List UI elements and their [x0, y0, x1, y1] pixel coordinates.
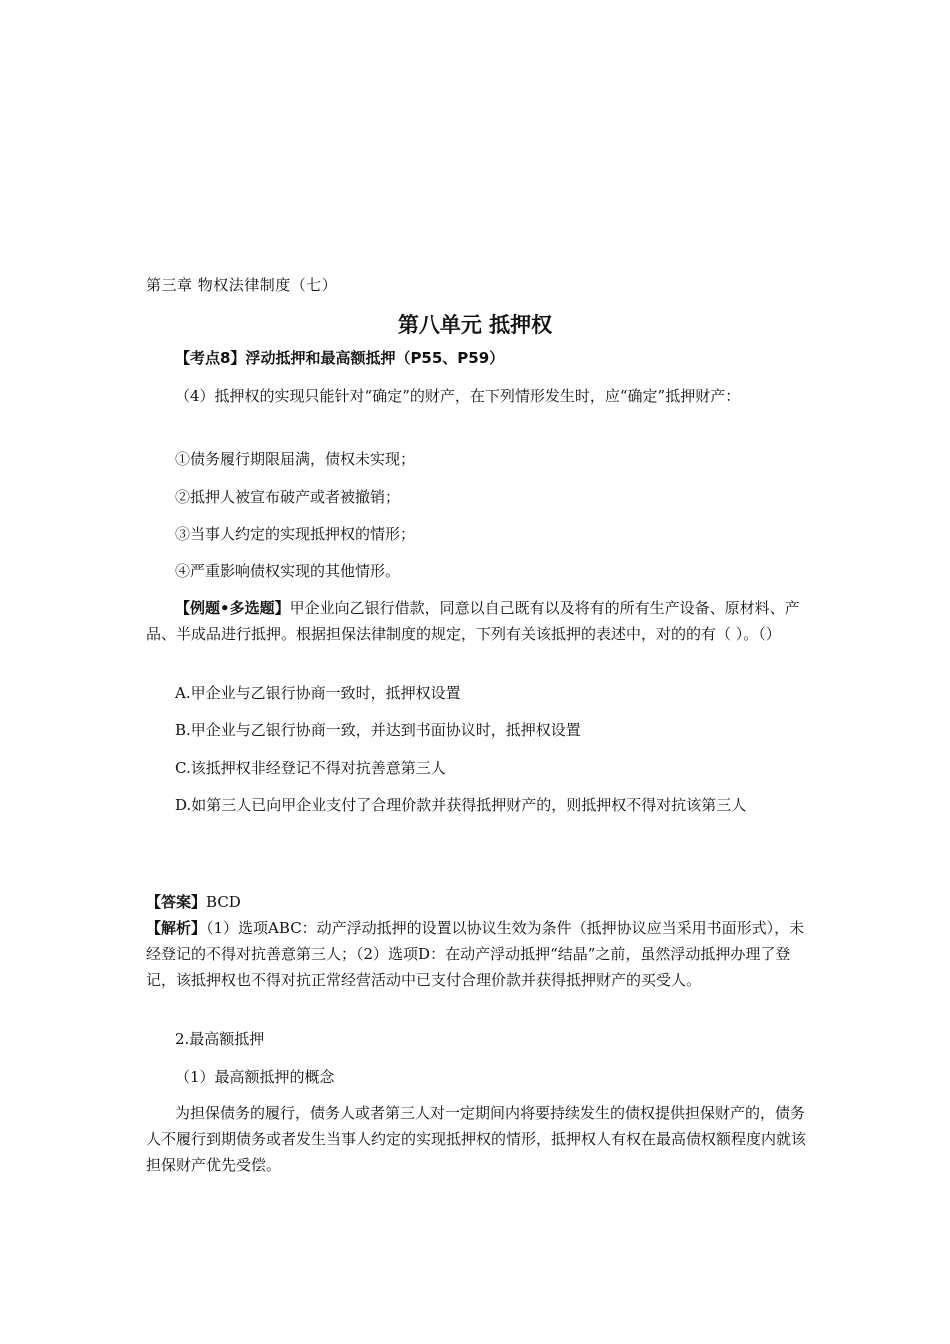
example-label: 【例题•多选题】: [175, 599, 290, 617]
answer-line: [146, 889, 808, 915]
condition-item: ③当事人约定的实现抵押权的情形；: [175, 525, 416, 543]
chapter-header: 第三章 物权法律制度（七）: [146, 276, 338, 294]
section-subheading: （1）最高额抵押的概念: [175, 1068, 335, 1086]
section-heading: 2.最高额抵押: [175, 1030, 265, 1048]
condition-item: ④严重影响债权实现的其他情形。: [175, 562, 401, 580]
unit-title: 第八单元 抵押权: [397, 313, 553, 337]
analysis-text: （1）选项ABC：动产浮动抵押的设置以协议生效为条件（抵押协议应当采用书面形式），未经登记的不得对抗善意第三人；（2）选项D：在动产浮动抵押“结晶”之前，虽然浮动抵押办理了登记，该抵押权也不得对抗正常经营活动中已支付合理价款并获得抵押财产的买受人。: [146, 919, 805, 989]
option-d: D.如第三人已向甲企业支付了合理价款并获得抵押财产的，则抵押权不得对抗该第三人: [175, 796, 747, 814]
answer-label: 【答案】: [146, 893, 207, 911]
option-b: B.甲企业与乙银行协商一致，并达到书面协议时，抵押权设置: [175, 721, 581, 739]
option-c: C.该抵押权非经登记不得对抗善意第三人: [175, 759, 446, 777]
option-a: A.甲企业与乙银行协商一致时，抵押权设置: [175, 684, 461, 702]
kaodian-heading: 【考点8】浮动抵押和最高额抵押（P55、P59）: [175, 349, 505, 367]
analysis-label: 【解析】: [146, 919, 207, 937]
section-paragraph: 为担保债务的履行，债务人或者第三人对一定期间内将要持续发生的债权提供担保财产的，债务人不履行到期债务或者发生当事人约定的实现抵押权的情形，抵押权人有权在最高债权额程度内就该担保财产优先受偿。: [146, 1104, 807, 1174]
analysis-paragraph: [146, 915, 808, 993]
example-question: [146, 595, 808, 647]
intro-paragraph: （4）抵押权的实现只能针对“确定”的财产，在下列情形发生时，应“确定”抵押财产：: [175, 387, 741, 405]
example-question-text: 甲企业向乙银行借款，同意以自己既有以及将有的所有生产设备、原材料、产品、半成品进行抵押。根据担保法律制度的规定，下列有关该抵押的表述中，对的的有（ ）。（）: [146, 599, 800, 643]
answer-value: BCD: [206, 893, 241, 911]
condition-item: ②抵押人被宣布破产或者被撤销；: [175, 488, 401, 506]
condition-item: ①债务履行期限届满，债权未实现；: [175, 450, 416, 468]
